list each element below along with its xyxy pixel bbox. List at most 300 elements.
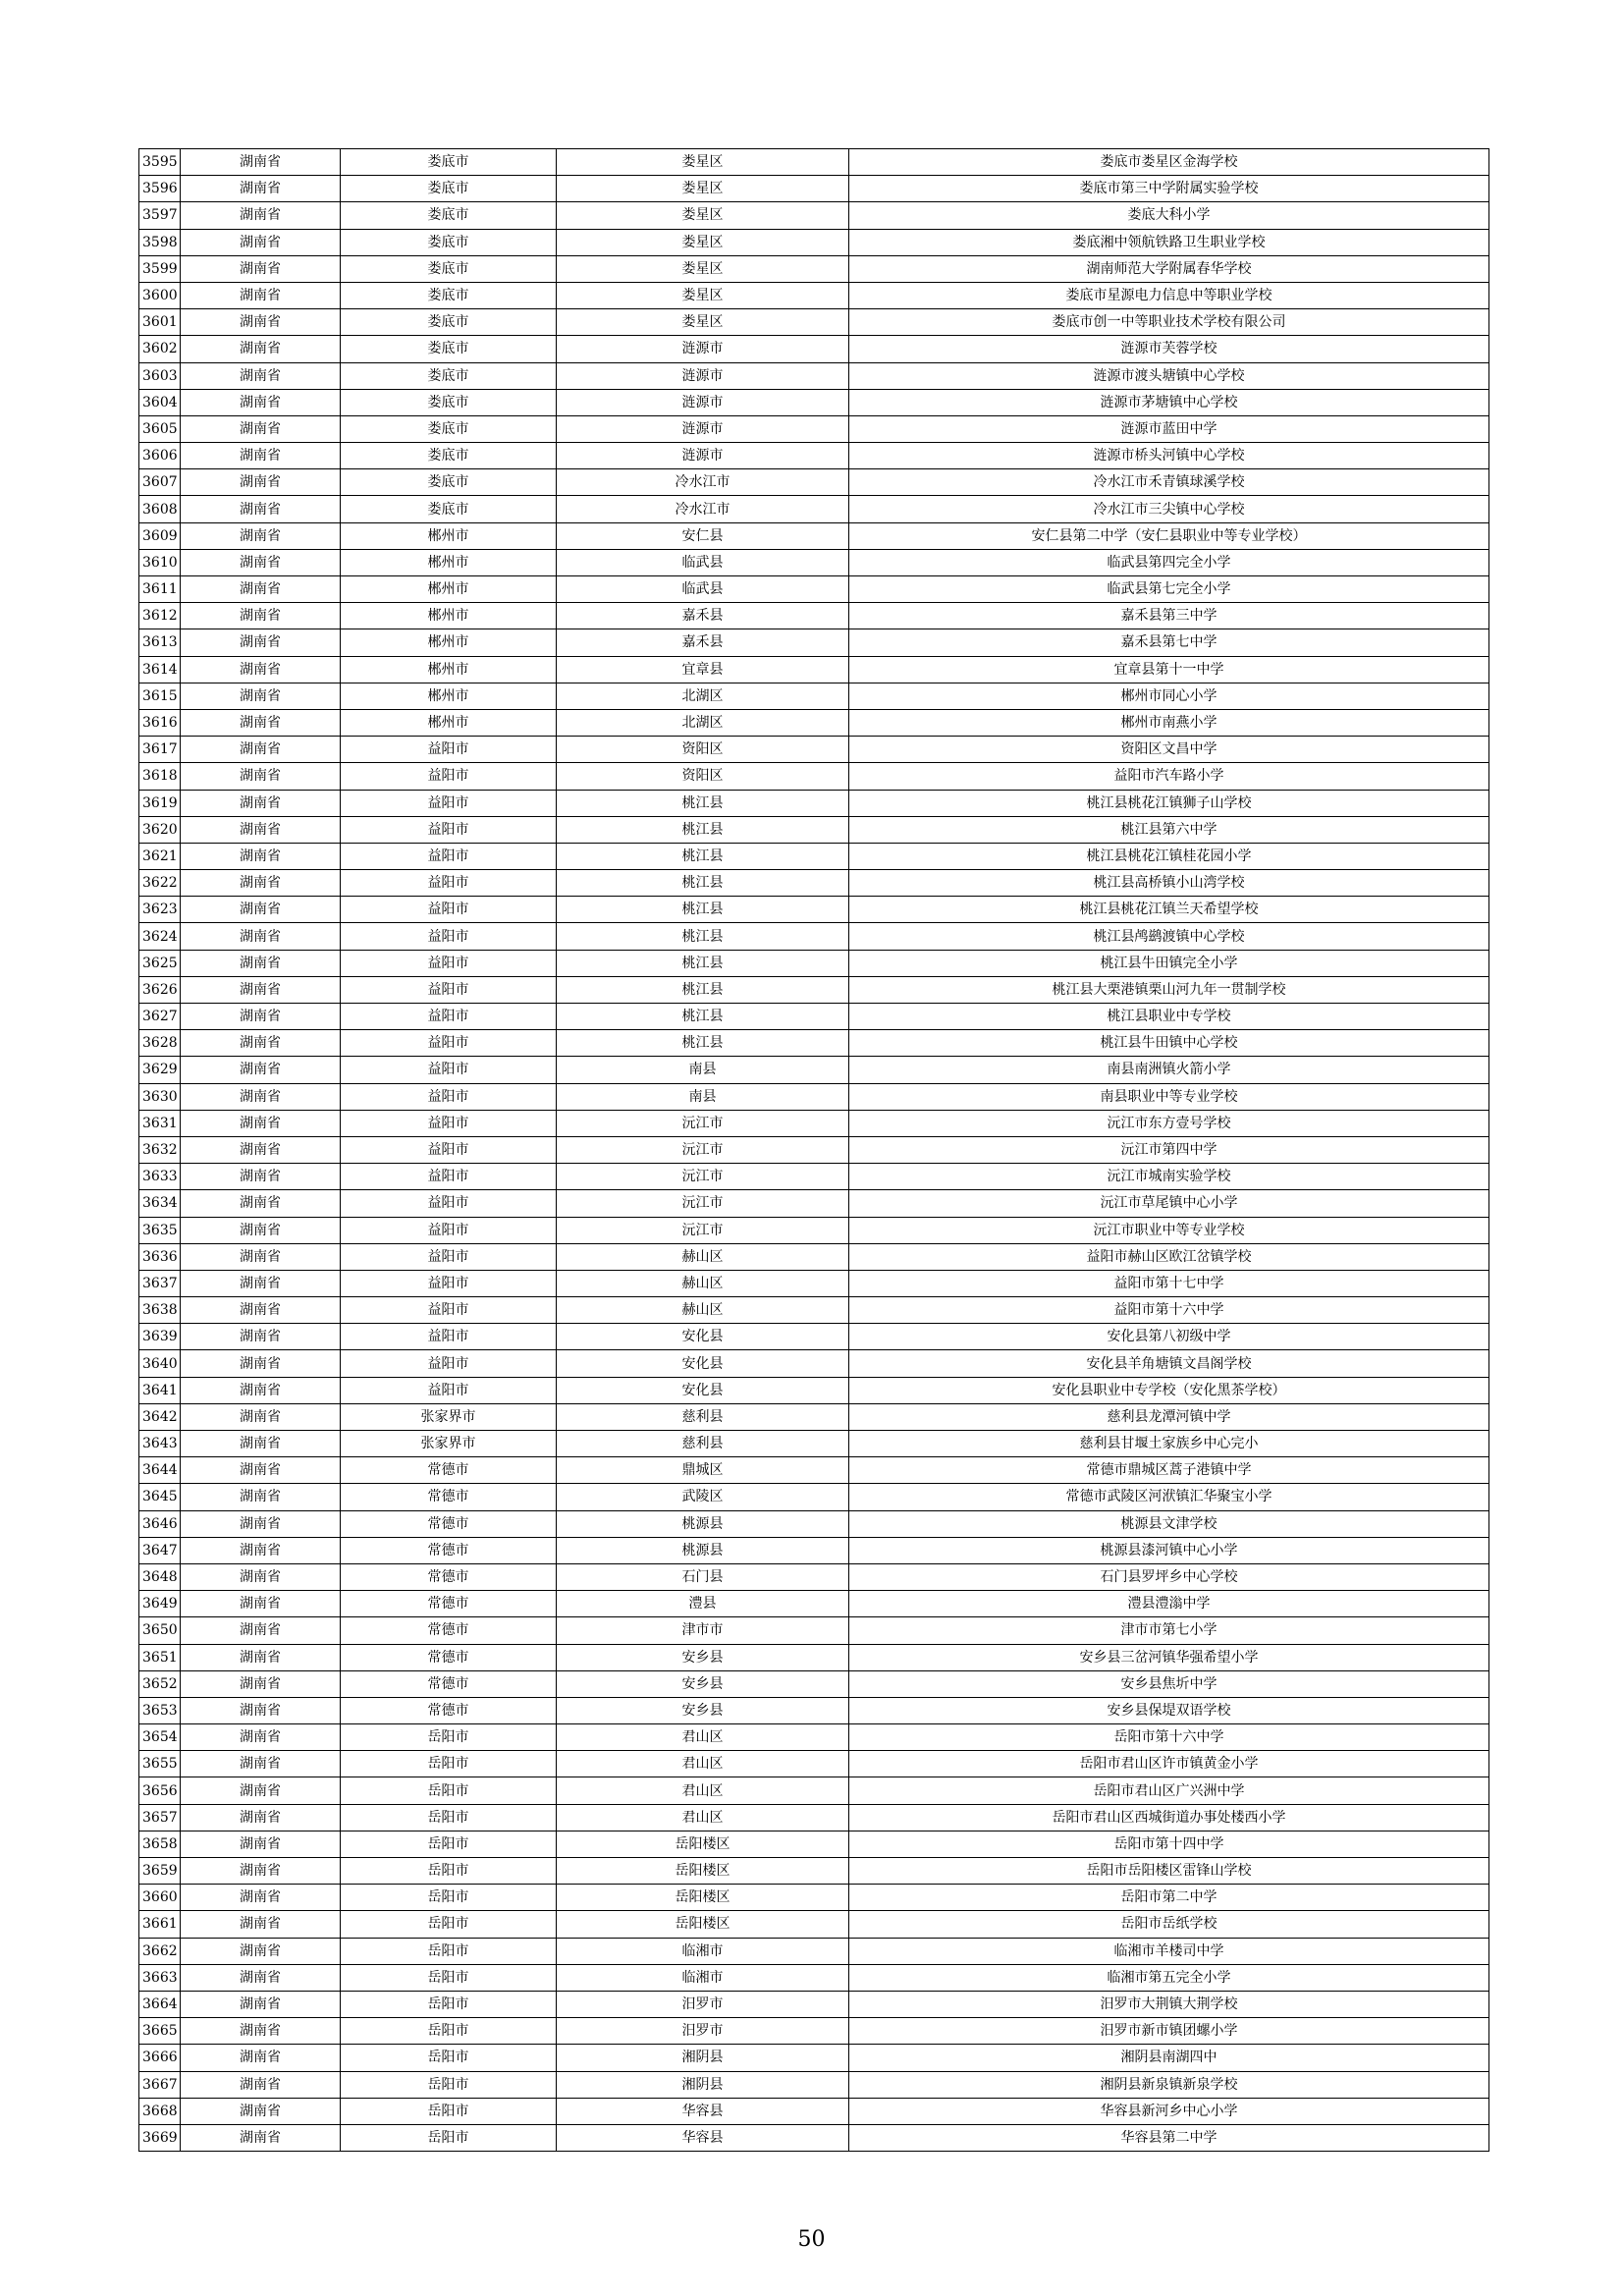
city-cell: 岳阳市	[341, 1938, 557, 1964]
city-cell: 娄底市	[341, 309, 557, 336]
district-cell: 宜章县	[557, 656, 849, 683]
row-number-cell: 3658	[139, 1831, 181, 1857]
row-number-cell: 3598	[139, 229, 181, 255]
city-cell: 娄底市	[341, 443, 557, 469]
table-row	[139, 1697, 1489, 1723]
province-cell: 湖南省	[181, 309, 341, 336]
province-cell: 湖南省	[181, 1964, 341, 1991]
province-cell: 湖南省	[181, 1457, 341, 1484]
school-name-cell: 岳阳市君山区西城街道办事处楼西小学	[849, 1804, 1489, 1831]
table-row	[139, 1831, 1489, 1857]
province-cell: 湖南省	[181, 1057, 341, 1083]
province-cell: 湖南省	[181, 1243, 341, 1270]
row-number-cell: 3602	[139, 336, 181, 362]
table-row	[139, 709, 1489, 736]
district-cell: 嘉禾县	[557, 603, 849, 629]
province-cell: 湖南省	[181, 1751, 341, 1777]
row-number-cell: 3642	[139, 1403, 181, 1430]
school-name-cell: 娄底市星源电力信息中等职业学校	[849, 282, 1489, 308]
city-cell: 岳阳市	[341, 1885, 557, 1911]
province-cell: 湖南省	[181, 1164, 341, 1190]
city-cell: 岳阳市	[341, 1858, 557, 1885]
city-cell: 岳阳市	[341, 1831, 557, 1857]
city-cell: 益阳市	[341, 1030, 557, 1057]
row-number-cell: 3632	[139, 1136, 181, 1163]
city-cell: 益阳市	[341, 763, 557, 790]
district-cell: 涟源市	[557, 362, 849, 389]
city-cell: 常德市	[341, 1537, 557, 1563]
table-row	[139, 2124, 1489, 2151]
school-name-cell: 沅江市草尾镇中心小学	[849, 1190, 1489, 1217]
row-number-cell: 3637	[139, 1270, 181, 1296]
table-row	[139, 1164, 1489, 1190]
city-cell: 益阳市	[341, 897, 557, 923]
city-cell: 娄底市	[341, 362, 557, 389]
district-cell: 鼎城区	[557, 1457, 849, 1484]
district-cell: 慈利县	[557, 1403, 849, 1430]
table-row	[139, 1644, 1489, 1670]
school-name-cell: 慈利县龙潭河镇中学	[849, 1403, 1489, 1430]
table-row	[139, 469, 1489, 496]
table-row	[139, 1190, 1489, 1217]
district-cell: 南县	[557, 1057, 849, 1083]
city-cell: 郴州市	[341, 709, 557, 736]
city-cell: 益阳市	[341, 843, 557, 869]
row-number-cell: 3645	[139, 1484, 181, 1510]
table-row	[139, 843, 1489, 869]
table-row	[139, 1858, 1489, 1885]
province-cell: 湖南省	[181, 176, 341, 202]
city-cell: 常德市	[341, 1617, 557, 1644]
table-row	[139, 202, 1489, 229]
province-cell: 湖南省	[181, 1083, 341, 1110]
province-cell: 湖南省	[181, 976, 341, 1003]
district-cell: 娄星区	[557, 202, 849, 229]
city-cell: 益阳市	[341, 1243, 557, 1270]
school-name-cell: 桃江县牛田镇完全小学	[849, 950, 1489, 976]
table-row	[139, 1991, 1489, 2017]
table-row	[139, 1431, 1489, 1457]
province-cell: 湖南省	[181, 1858, 341, 1885]
table-row	[139, 282, 1489, 308]
city-cell: 常德市	[341, 1484, 557, 1510]
school-name-cell: 桃源县漆河镇中心小学	[849, 1537, 1489, 1563]
district-cell: 北湖区	[557, 683, 849, 709]
city-cell: 常德市	[341, 1591, 557, 1617]
row-number-cell: 3614	[139, 656, 181, 683]
school-name-cell: 娄底大科小学	[849, 202, 1489, 229]
province-cell: 湖南省	[181, 603, 341, 629]
table-row	[139, 1030, 1489, 1057]
district-cell: 北湖区	[557, 709, 849, 736]
district-cell: 君山区	[557, 1804, 849, 1831]
province-cell: 湖南省	[181, 1591, 341, 1617]
city-cell: 岳阳市	[341, 1804, 557, 1831]
row-number-cell: 3615	[139, 683, 181, 709]
city-cell: 娄底市	[341, 415, 557, 442]
district-cell: 桃江县	[557, 843, 849, 869]
school-name-cell: 岳阳市岳纸学校	[849, 1911, 1489, 1938]
city-cell: 娄底市	[341, 336, 557, 362]
row-number-cell: 3662	[139, 1938, 181, 1964]
district-cell: 岳阳楼区	[557, 1911, 849, 1938]
row-number-cell: 3638	[139, 1297, 181, 1324]
school-name-cell: 临武县第七完全小学	[849, 576, 1489, 603]
school-name-cell: 嘉禾县第七中学	[849, 629, 1489, 656]
table-row	[139, 522, 1489, 549]
province-cell: 湖南省	[181, 1004, 341, 1030]
school-name-cell: 桃江县第六中学	[849, 816, 1489, 843]
district-cell: 临武县	[557, 549, 849, 575]
district-cell: 岳阳楼区	[557, 1858, 849, 1885]
school-name-cell: 桃江县大栗港镇栗山河九年一贯制学校	[849, 976, 1489, 1003]
district-cell: 南县	[557, 1083, 849, 1110]
school-name-cell: 临湘市第五完全小学	[849, 1964, 1489, 1991]
table-row	[139, 1110, 1489, 1136]
school-name-cell: 临湘市羊楼司中学	[849, 1938, 1489, 1964]
row-number-cell: 3610	[139, 549, 181, 575]
district-cell: 赫山区	[557, 1243, 849, 1270]
table-row	[139, 1670, 1489, 1697]
province-cell: 湖南省	[181, 1697, 341, 1723]
table-row	[139, 923, 1489, 950]
table-row	[139, 1297, 1489, 1324]
city-cell: 娄底市	[341, 202, 557, 229]
school-name-cell: 冷水江市三尖镇中心学校	[849, 496, 1489, 522]
school-name-cell: 临武县第四完全小学	[849, 549, 1489, 575]
city-cell: 益阳市	[341, 870, 557, 897]
row-number-cell: 3646	[139, 1510, 181, 1537]
city-cell: 岳阳市	[341, 2071, 557, 2098]
city-cell: 张家界市	[341, 1431, 557, 1457]
school-name-cell: 涟源市桥头河镇中心学校	[849, 443, 1489, 469]
school-name-cell: 娄底湘中领航铁路卫生职业学校	[849, 229, 1489, 255]
school-name-cell: 桃江县牛田镇中心学校	[849, 1030, 1489, 1057]
province-cell: 湖南省	[181, 2071, 341, 2098]
table-row	[139, 816, 1489, 843]
district-cell: 沅江市	[557, 1190, 849, 1217]
table-row	[139, 1751, 1489, 1777]
school-name-cell: 桃源县文津学校	[849, 1510, 1489, 1537]
table-row	[139, 603, 1489, 629]
city-cell: 娄底市	[341, 469, 557, 496]
table-row	[139, 309, 1489, 336]
row-number-cell: 3655	[139, 1751, 181, 1777]
district-cell: 沅江市	[557, 1164, 849, 1190]
district-cell: 冷水江市	[557, 469, 849, 496]
city-cell: 娄底市	[341, 176, 557, 202]
table-row	[139, 1591, 1489, 1617]
district-cell: 安乡县	[557, 1697, 849, 1723]
row-number-cell: 3604	[139, 389, 181, 415]
school-name-cell: 桃江县桃花江镇桂花园小学	[849, 843, 1489, 869]
province-cell: 湖南省	[181, 1911, 341, 1938]
district-cell: 娄星区	[557, 149, 849, 176]
row-number-cell: 3656	[139, 1777, 181, 1804]
province-cell: 湖南省	[181, 1297, 341, 1324]
city-cell: 郴州市	[341, 629, 557, 656]
row-number-cell: 3660	[139, 1885, 181, 1911]
row-number-cell: 3659	[139, 1858, 181, 1885]
school-name-cell: 桃江县鸬鹚渡镇中心学校	[849, 923, 1489, 950]
school-name-cell: 涟源市渡头塘镇中心学校	[849, 362, 1489, 389]
table-row	[139, 2045, 1489, 2071]
row-number-cell: 3667	[139, 2071, 181, 2098]
province-cell: 湖南省	[181, 443, 341, 469]
city-cell: 益阳市	[341, 1270, 557, 1296]
city-cell: 郴州市	[341, 656, 557, 683]
district-cell: 湘阴县	[557, 2071, 849, 2098]
school-name-cell: 沅江市职业中等专业学校	[849, 1217, 1489, 1243]
row-number-cell: 3668	[139, 2098, 181, 2124]
row-number-cell: 3631	[139, 1110, 181, 1136]
city-cell: 益阳市	[341, 816, 557, 843]
row-number-cell: 3625	[139, 950, 181, 976]
table-row	[139, 2018, 1489, 2045]
province-cell: 湖南省	[181, 415, 341, 442]
school-name-cell: 桃江县桃花江镇狮子山学校	[849, 790, 1489, 816]
table-row	[139, 737, 1489, 763]
row-number-cell: 3644	[139, 1457, 181, 1484]
province-cell: 湖南省	[181, 629, 341, 656]
city-cell: 益阳市	[341, 1350, 557, 1377]
district-cell: 桃江县	[557, 897, 849, 923]
district-cell: 津市市	[557, 1617, 849, 1644]
table-row	[139, 176, 1489, 202]
province-cell: 湖南省	[181, 1377, 341, 1403]
city-cell: 益阳市	[341, 790, 557, 816]
province-cell: 湖南省	[181, 336, 341, 362]
city-cell: 益阳市	[341, 1164, 557, 1190]
school-name-cell: 益阳市汽车路小学	[849, 763, 1489, 790]
school-name-cell: 常德市武陵区河洑镇汇华聚宝小学	[849, 1484, 1489, 1510]
city-cell: 娄底市	[341, 255, 557, 282]
table-row	[139, 870, 1489, 897]
district-cell: 华容县	[557, 2124, 849, 2151]
province-cell: 湖南省	[181, 950, 341, 976]
province-cell: 湖南省	[181, 1190, 341, 1217]
province-cell: 湖南省	[181, 149, 341, 176]
school-name-cell: 郴州市南燕小学	[849, 709, 1489, 736]
row-number-cell: 3635	[139, 1217, 181, 1243]
province-cell: 湖南省	[181, 576, 341, 603]
district-cell: 嘉禾县	[557, 629, 849, 656]
district-cell: 华容县	[557, 2098, 849, 2124]
province-cell: 湖南省	[181, 2124, 341, 2151]
city-cell: 常德市	[341, 1644, 557, 1670]
row-number-cell: 3666	[139, 2045, 181, 2071]
row-number-cell: 3669	[139, 2124, 181, 2151]
table-row	[139, 1350, 1489, 1377]
school-name-cell: 娄底市创一中等职业技术学校有限公司	[849, 309, 1489, 336]
city-cell: 岳阳市	[341, 1991, 557, 2017]
row-number-cell: 3665	[139, 2018, 181, 2045]
school-name-cell: 嘉禾县第三中学	[849, 603, 1489, 629]
district-cell: 桃江县	[557, 950, 849, 976]
city-cell: 益阳市	[341, 1377, 557, 1403]
school-name-cell: 汨罗市大荆镇大荆学校	[849, 1991, 1489, 2017]
city-cell: 益阳市	[341, 1136, 557, 1163]
province-cell: 湖南省	[181, 282, 341, 308]
district-cell: 沅江市	[557, 1217, 849, 1243]
table-row	[139, 255, 1489, 282]
city-cell: 娄底市	[341, 496, 557, 522]
district-cell: 资阳区	[557, 737, 849, 763]
province-cell: 湖南省	[181, 362, 341, 389]
district-cell: 桃江县	[557, 976, 849, 1003]
province-cell: 湖南省	[181, 923, 341, 950]
city-cell: 益阳市	[341, 1110, 557, 1136]
row-number-cell: 3648	[139, 1563, 181, 1590]
row-number-cell: 3663	[139, 1964, 181, 1991]
district-cell: 冷水江市	[557, 496, 849, 522]
table-row	[139, 1083, 1489, 1110]
table-row	[139, 976, 1489, 1003]
row-number-cell: 3617	[139, 737, 181, 763]
school-name-cell: 华容县第二中学	[849, 2124, 1489, 2151]
table-row	[139, 1243, 1489, 1270]
city-cell: 益阳市	[341, 1217, 557, 1243]
school-name-cell: 安化县职业中专学校（安化黑茶学校）	[849, 1377, 1489, 1403]
school-name-cell: 岳阳市君山区广兴洲中学	[849, 1777, 1489, 1804]
row-number-cell: 3601	[139, 309, 181, 336]
province-cell: 湖南省	[181, 522, 341, 549]
city-cell: 益阳市	[341, 1057, 557, 1083]
province-cell: 湖南省	[181, 1991, 341, 2017]
school-name-cell: 冷水江市禾青镇球溪学校	[849, 469, 1489, 496]
district-cell: 资阳区	[557, 763, 849, 790]
school-name-cell: 郴州市同心小学	[849, 683, 1489, 709]
district-cell: 石门县	[557, 1563, 849, 1590]
table-row	[139, 1270, 1489, 1296]
school-name-cell: 涟源市蓝田中学	[849, 415, 1489, 442]
table-row	[139, 1403, 1489, 1430]
school-name-cell: 岳阳市第十六中学	[849, 1724, 1489, 1751]
table-row	[139, 656, 1489, 683]
district-cell: 桃江县	[557, 1030, 849, 1057]
table-row	[139, 1777, 1489, 1804]
row-number-cell: 3611	[139, 576, 181, 603]
province-cell: 湖南省	[181, 709, 341, 736]
city-cell: 常德市	[341, 1510, 557, 1537]
row-number-cell: 3618	[139, 763, 181, 790]
district-cell: 娄星区	[557, 229, 849, 255]
row-number-cell: 3600	[139, 282, 181, 308]
district-cell: 赫山区	[557, 1270, 849, 1296]
city-cell: 郴州市	[341, 576, 557, 603]
table-row	[139, 1537, 1489, 1563]
school-name-cell: 益阳市第十六中学	[849, 1297, 1489, 1324]
row-number-cell: 3652	[139, 1670, 181, 1697]
school-name-cell: 资阳区文昌中学	[849, 737, 1489, 763]
city-cell: 益阳市	[341, 1004, 557, 1030]
district-cell: 桃江县	[557, 923, 849, 950]
school-name-cell: 岳阳市岳阳楼区雷锋山学校	[849, 1858, 1489, 1885]
table-row	[139, 790, 1489, 816]
table-row	[139, 1510, 1489, 1537]
row-number-cell: 3606	[139, 443, 181, 469]
school-name-cell: 安仁县第二中学（安仁县职业中等专业学校）	[849, 522, 1489, 549]
district-cell: 安仁县	[557, 522, 849, 549]
table-row	[139, 1964, 1489, 1991]
row-number-cell: 3653	[139, 1697, 181, 1723]
school-name-cell: 涟源市茅塘镇中心学校	[849, 389, 1489, 415]
province-cell: 湖南省	[181, 1644, 341, 1670]
row-number-cell: 3624	[139, 923, 181, 950]
province-cell: 湖南省	[181, 1804, 341, 1831]
district-cell: 岳阳楼区	[557, 1885, 849, 1911]
province-cell: 湖南省	[181, 763, 341, 790]
row-number-cell: 3599	[139, 255, 181, 282]
province-cell: 湖南省	[181, 737, 341, 763]
school-name-cell: 南县职业中等专业学校	[849, 1083, 1489, 1110]
district-cell: 澧县	[557, 1591, 849, 1617]
province-cell: 湖南省	[181, 1831, 341, 1857]
district-cell: 桃源县	[557, 1537, 849, 1563]
city-cell: 岳阳市	[341, 2018, 557, 2045]
district-cell: 桃江县	[557, 790, 849, 816]
district-cell: 汨罗市	[557, 2018, 849, 2045]
province-cell: 湖南省	[181, 496, 341, 522]
province-cell: 湖南省	[181, 843, 341, 869]
city-cell: 郴州市	[341, 603, 557, 629]
province-cell: 湖南省	[181, 1777, 341, 1804]
province-cell: 湖南省	[181, 1030, 341, 1057]
district-cell: 君山区	[557, 1777, 849, 1804]
school-name-cell: 桃江县职业中专学校	[849, 1004, 1489, 1030]
table-row	[139, 1136, 1489, 1163]
district-cell: 君山区	[557, 1751, 849, 1777]
table-row	[139, 1938, 1489, 1964]
district-cell: 娄星区	[557, 255, 849, 282]
row-number-cell: 3595	[139, 149, 181, 176]
district-cell: 临湘市	[557, 1938, 849, 1964]
district-cell: 娄星区	[557, 282, 849, 308]
row-number-cell: 3616	[139, 709, 181, 736]
row-number-cell: 3651	[139, 1644, 181, 1670]
city-cell: 岳阳市	[341, 1751, 557, 1777]
province-cell: 湖南省	[181, 683, 341, 709]
school-name-cell: 娄底市第三中学附属实验学校	[849, 176, 1489, 202]
table-row	[139, 443, 1489, 469]
table-row	[139, 496, 1489, 522]
province-cell: 湖南省	[181, 1217, 341, 1243]
city-cell: 郴州市	[341, 549, 557, 575]
table-row	[139, 336, 1489, 362]
table-row	[139, 149, 1489, 176]
district-cell: 慈利县	[557, 1431, 849, 1457]
school-name-cell: 澧县澧滃中学	[849, 1591, 1489, 1617]
row-number-cell: 3621	[139, 843, 181, 869]
row-number-cell: 3627	[139, 1004, 181, 1030]
district-cell: 安化县	[557, 1350, 849, 1377]
city-cell: 岳阳市	[341, 1911, 557, 1938]
city-cell: 娄底市	[341, 389, 557, 415]
city-cell: 郴州市	[341, 683, 557, 709]
city-cell: 常德市	[341, 1563, 557, 1590]
province-cell: 湖南省	[181, 1270, 341, 1296]
city-cell: 益阳市	[341, 737, 557, 763]
province-cell: 湖南省	[181, 1537, 341, 1563]
page-number: 50	[797, 2227, 826, 2252]
province-cell: 湖南省	[181, 1938, 341, 1964]
row-number-cell: 3650	[139, 1617, 181, 1644]
city-cell: 益阳市	[341, 923, 557, 950]
row-number-cell: 3639	[139, 1324, 181, 1350]
school-name-cell: 岳阳市第二中学	[849, 1885, 1489, 1911]
school-name-cell: 湘阴县南湖四中	[849, 2045, 1489, 2071]
province-cell: 湖南省	[181, 897, 341, 923]
